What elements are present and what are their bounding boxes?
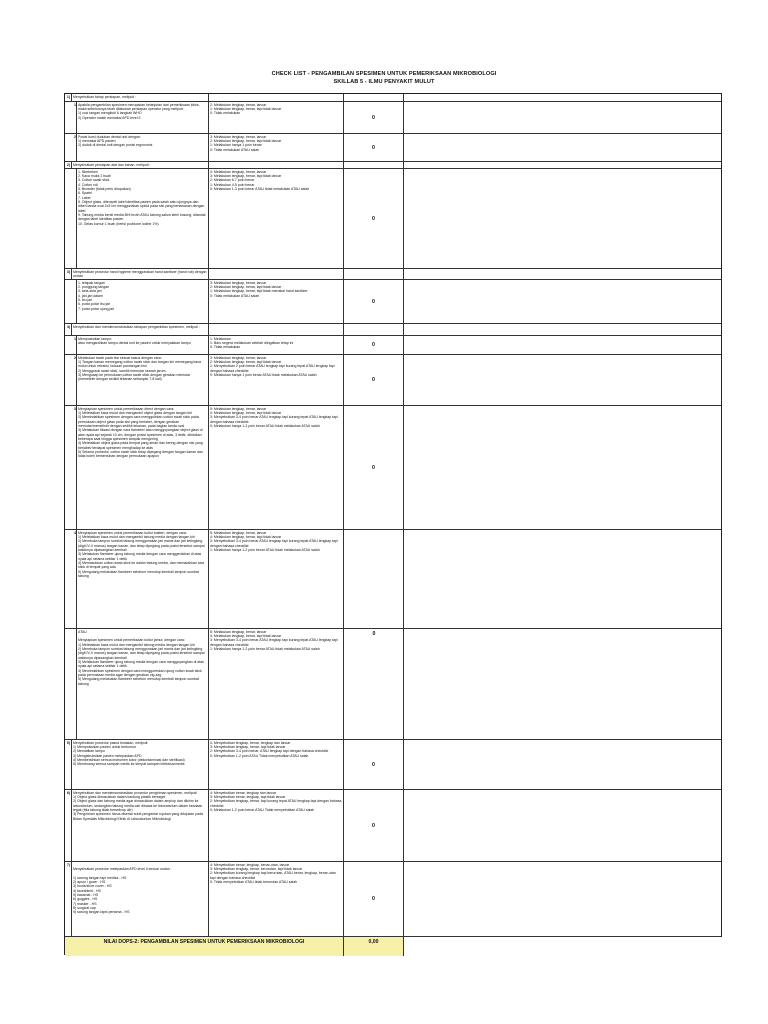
item-description: Memposisikan lampu: atau mengarahkan lampu dental unit ke pasien untuk menyalakan lampu	[77, 336, 209, 354]
section-number: 1)	[65, 94, 72, 101]
table-row: 2 Melakukan swab pada lesi sesuai kasus dengan cara: 1) Tangan kanan memegang cotton swab stick dan tangan kiri memegang kaca mulut untuk retraksi, bukaan pandangan lesi 2) Menggosok swab stick, sambil memutar searah jarum 3) Mengusap ke permukaan cotton swab stick dengan gerakan memutar (memelintir dengan sedikit tekanan sebanyak 7-8 kali) 3: Melakukan lengkap, benar, lancar 2: Melakukan lengkap, benar, tapi tidak lancar 1: Menyebutkan 2 poin benar ATAU lengkap tapi kurang tepat ATAU lengkap tapi dengan bahasa checklist 0: Melakukan hanya 1 poin benar ATAU tidak melakukan ATAU salah 0	[65, 354, 721, 405]
section-title: Menyebutkan tahap persiapan, meliputi :	[72, 94, 209, 101]
scoring-criteria: 4: Menyebutkan benar, lengkap, benar-utan, lancar 3: Menyebutkan lengkap, benar, berurutan, tapi tidak lancar 2: Menyebutkan kurang lengkap tapi berurutan, ATAU benar, lengkap, benar-utan tapi dengan bahasa checklist 0: Tidak menyebutkan ATAU tidak berurutan ATAU salah	[209, 862, 344, 936]
section-number: 5)	[65, 740, 72, 789]
scoring-criteria: 4: Menyebutkan lengkap, benar, lengkap dan lancar 3: Menyebutkan lengkap, benar, tapi tidak lancar 2: Menyebutkan 3-4 poin benar, ATAU lengkap tapi dengan bahasa checklist 0: Menyebutkan 1-2 poin ATAU Tidak menyebutkan ATAU salah	[209, 740, 344, 789]
item-description: Melakukan swab pada lesi sesuai kasus dengan cara: 1) Tangan kanan memegang cotton swab stick dan tangan kiri memegang kaca mulut untuk retraksi, bukaan pandangan lesi 2) Menggosok swab stick, sambil memutar searah jarum 3) Mengusap ke permukaan cotton swab stick dengan gerakan memutar (memelintir dengan sedikit tekanan sebanyak 7-8 kali)	[77, 355, 209, 405]
scoring-criteria: 2: Melakukan lengkap, benar, lancar 1: Melakukan lengkap, benar, tapi tidak lancar 0: Tidak melakukan	[209, 102, 344, 133]
scoring-criteria: 4: Melakukan lengkap, benar, lancar 3: Melakukan lengkap, benar, tapi tidak lancar 2: Melakukan 6-7 poin benar 1: Melakukan 4-5 poin benar 0: Melakukan 1-3 poin benar ATAU tidak melakukan ATAU salah	[209, 169, 344, 268]
item-description: Apabila pengambilan spesimen merupakan kelanjutan dari pemeriksaan klinis, maka sebelumnya telah dilakukan persiapan operator yang meliputi: 1) cuci tangan mengikuti 6 langkah WHO 2) Operator masih memakai APD level II	[77, 102, 209, 133]
table-row: 2 Posisi kursi dudukan dental unit dengan: 1) memakai APD pasien 2) duduk di dental unit dengan posisi ergonomis 3: Melakukan lengkap, benar, lancar 2: Melakukan lengkap, benar, tapi tidak lancar 1: Melakukan hanya 1 poin benar 0: Tidak melakukan ATAU salah 0	[65, 133, 721, 161]
scoring-criteria: 3: Melakukan lengkap, benar, lancar 2: Melakukan lengkap, benar, tapi tidak lancar 1: Menyebutkan 2 poin benar ATAU lengkap tapi kurang tepat ATAU lengkap tapi dengan bahasa checklist 0: Melakukan hanya 1 poin benar ATAU tidak melakukan ATAU salah	[209, 355, 344, 405]
section-number: 4)	[65, 324, 72, 335]
table-row	[65, 739, 721, 789]
table-row	[65, 168, 721, 268]
section-row	[65, 161, 721, 168]
score-cell[interactable]: 0	[372, 114, 375, 121]
score-cell[interactable]: 0	[372, 377, 375, 383]
score-cell[interactable]: 0	[372, 761, 375, 768]
table-row: 3 Menyiapkan spesimen untuk pemeriksaan direct dengan cara: 1) Meletakkan kaca mulut dan mengambil object glass dengan tangan kiri 2) Memindahkan spesimen dengan cara menggulirkan cotton swab stick pada permukaan object glass pada sisi yang berlabel, dengan gerakan memutar/memelintir dengan sedikit tekanan, pada bagian tanda oval 3) Melakukan fiksasi dengan cara flambeer atau menggoyangkan object glass di atas nyala api sejarak 10 cm, dengan posisi spesimen di atas, 3 detik, dibiarkan beberapa saat hingga spesimen tampak mengering 4) Meletakkan object glass pada tempat yang aman dan kering dengan sisi yang berlabel/ terdapat spesimen menghadap ke atas 5) Selama prosedur, cotton swab stick tetap dipegang dengan tangan kanan dan tidak boleh bersentuhan dengan permukaan apapun 5: Melakukan lengkap, benar, lancar 4: Melakukan lengkap, benar, tapi tidak lancar 3: Menyebutkan 3-4 poin benar ATAU lengkap tapi kurang tepat ATAU lengkap tapi dengan bahasa checklist 0: Melakukan hanya 1-2 poin benar ATAU tidak melakukan ATAU salah 0	[65, 405, 721, 529]
total-score: 0,00	[344, 937, 404, 956]
section-row	[65, 268, 721, 279]
section-title: Menyebutkan prosedur hand hygiene menggunakan hand sanitizer (hand rub) dengan urutan	[72, 269, 209, 279]
scoring-criteria: 5: Melakukan lengkap, benar, lancar 4: Melakukan lengkap, benar, tapi tidak lancar 3: Menyebutkan 3-4 poin benar ATAU lengkap tapi kurang tepat ATAU lengkap tapi dengan bahasa checklist 0: Melakukan hanya 1-2 poin benar ATAU tidak melakukan ATAU salah	[209, 406, 344, 529]
scoring-criteria: 4: Menyebutkan benar, lengkap dan lancar 3: Menyebutkan benar, lengkap, tapi tidak lancar 2: Menyebutkan lengkap, benar, tapi kurang tepat ATAU lengkap tapi dengan bahasa checklist 0: Melakukan 1-2 poin benar ATAU Tidak menyebutkan ATAU salah	[209, 790, 344, 861]
section-number: 3)	[65, 269, 72, 279]
section-row	[65, 323, 721, 335]
score-cell[interactable]: 0	[372, 464, 375, 471]
table-row: 1 Memposisikan lampu: atau mengarahkan lampu dental unit ke pasien untuk menyalakan lampu 1: Melakukan 1: Baru segera melakukan setelah diingatkan tetap ini 0: Tidak melakukan 0	[65, 335, 721, 354]
section-title: Menyebutkan persiapan alat dan bahan, meliputi :	[72, 162, 209, 168]
section-number: 7)	[65, 862, 72, 936]
section-title: Menyebutkan prosedur melepaskan APD level II sesuai urutan :	[73, 866, 172, 871]
item-description: Menyebutkan dan mendemonstrasikan prosedur pengiriman spesimen, meliputi: 1) Object glass dimasukkan dalam kantung plastik bersegel 2) Object glass dan tabung media agar dimasukkan dalam amplop dan dikirim ke laboratorium, sedangkan tabung media cair dibawa ke laboratorium dalam keadaan tegak (bila tabung tidak bersekrup ulir) 3) Pengiriman spesimen harus disertai surat pengantar rujukan yang ditujukan pada Bidan Spesialis Mikrobiologi Klinik di Laboratorium Mikrobiologi	[72, 790, 209, 861]
item-description: 1) sarung tangan tapi medisa - HS 2) apron / gown - HS 3) boots/shoe cover - HS 4) faceshield - HS 5) kacamat - HS 6) goggles - HS 7) masker - HS 8) surgical cap 9) sarung tangan lapis pertama - HS	[73, 875, 130, 915]
item-description: Menyebutkan prosedur pasca tindakan, meliputi: 1) Memposisikan pasien untuk berkumur 2) Mematikan lampu 3) Mengistruksikan pasien melepaskan APD 4) Membersihkan semua instrumen kotor (dekontaminasi dan sterilisasi) 5) Membuang semua sampah medis ke tempat sampah infeksius/medis	[72, 740, 209, 789]
table-row	[65, 628, 721, 739]
score-cell[interactable]: 0	[372, 298, 375, 305]
section-number: 6)	[65, 790, 72, 861]
item-description: 1. Nierbeken 2. Kaca mulut 2 buah 3. Cotton swab stick 4. Cotton roll 5. Browder (tidak perlu dirupakan) 6. Spatel 7. Label 8. Object glass, ditempeli label identitas pasien pada salah satu ujungnya dan diberi tanda oval 2x3 cm menggunakan spidol pada sisi yang berlawanan dengan label 9. Tabung media berisi media BHI broth ATAU tabung saliva steril kosong, ditandai dengan label identitas pasien 10. Gelas kumur 1 buah (berisi povidone iodine 1%)	[77, 169, 209, 268]
score-cell[interactable]: 0	[372, 631, 376, 637]
section-row	[65, 94, 721, 101]
document-subtitle: SKILLAB 5 - ILMU PENYAKIT MULUT	[333, 79, 435, 85]
table-row	[65, 789, 721, 861]
item-description: Menyiapkan spesimen untuk pemeriksaan kultur bakteri, dengan cara: 1) Meletakkan kaca mulut dan mengambil tabung media dengan tangan kiri 2) Membuka tampon sumbat tabung menggunakan jari manis dan jari kelingking (digit IV-V manus) tangan kanan, dan tetap dipegang pada posisi tersebut sampai waktunya dipasangkan kembali 3) Melakukan flambeer ujung tabung media dengan cara menggerakkan di atas nyala api selama sekitar 1 detik 4) Memasukkan cotton swab stick ke dalam tabung media, dan mematahkan sisa stick di tempat yang ada 5) Mengulang melakukan flambeer sebelum menutup kembali tampon sumbat tabung	[77, 530, 209, 628]
score-cell[interactable]: 0	[372, 144, 375, 151]
scoring-criteria: 5: Melakukan lengkap, benar, lancar 4: Melakukan lengkap, benar, tapi tidak lancar 3: Menyebutkan 3-4 poin benar ATAU lengkap tapi kurang tepat ATAU lengkap tapi dengan bahasa checklist 1: Melakukan hanya 1-2 poin benar ATAU tidak melakukan ATAU salah	[209, 629, 344, 739]
scoring-criteria: 1: Melakukan 1: Baru segera melakukan setelah diingatkan tetap ini 0: Tidak melakukan	[209, 336, 344, 354]
scoring-criteria: 3: Melakukan lengkap, benar, lancar 2: Melakukan lengkap, benar, tapi tidak lancar 1: Melakukan hanya 1 poin benar 0: Tidak melakukan ATAU salah	[209, 134, 344, 161]
checklist-table	[64, 93, 722, 955]
section-number: 2)	[66, 162, 70, 167]
table-row: 1 Apabila pengambilan spesimen merupakan kelanjutan dari pemeriksaan klinis, maka sebelumnya telah dilakukan persiapan operator yang meliputi: 1) cuci tangan mengikuti 6 langkah WHO 2) Operator masih memakai APD level II 2: Melakukan lengkap, benar, lancar 1: Melakukan lengkap, benar, tapi tidak lancar 0: Tidak melakukan 0	[65, 101, 721, 133]
total-row	[65, 936, 721, 956]
score-cell[interactable]: 0	[372, 822, 375, 829]
item-description: ATAU Menyiapkan spesimen untuk pemeriksaan kultur jamur, dengan cara: 1) Meletakkan kaca mulut dan mengambil tabung media dengan tangan kiri 2) Membuka tampon sumbat tabung menggunakan jari manis dan jari kelingking (digit IV-V manus) tangan kanan, dan tetap dipegang pada posisi tersebut sampai waktunya dipasangkan kembali 3) Melakukan flambeer ujung tabung media dengan cara menggoyangkan di atas nyala api selama sekitar 1 detik 4) Memindahkan spesimen dengan cara menggoreskan ujung cotton swab stick pada permukaan media agar dengan gerakan zig-zag 5) Mengulang melakukan flambeer sebelum menutup kembali tampon sumbat tabung	[77, 629, 209, 739]
item-description: 1. telapak tangan 2. punggung tangan 3. sela-sela jari 4. jari-jari dalam 5. ibu jari 6. putar-putar ibu jari 7. putar-putar ujung jari	[77, 280, 209, 323]
score-cell[interactable]: 0	[372, 342, 375, 348]
table-row	[65, 279, 721, 323]
document-title: CHECK LIST - PENGAMBILAN SPESIMEN UNTUK PEMERIKSAAN MIKROBIOLOGI	[271, 71, 497, 77]
scoring-criteria: 3: Melakukan lengkap, benar, lancar 2: Melakukan lengkap, benar, tapi tidak lancar 1: Melakukan lengkap, benar, tapi tidak menakai hand sanitizer 0: Tidak melakukan ATAU salah	[209, 280, 344, 323]
table-row	[65, 861, 721, 936]
item-description: Posisi kursi dudukan dental unit dengan: 1) memakai APD pasien 2) duduk di dental unit dengan posisi ergonomis	[77, 134, 209, 161]
item-description: Menyiapkan spesimen untuk pemeriksaan direct dengan cara: 1) Meletakkan kaca mulut dan mengambil object glass dengan tangan kiri 2) Memindahkan spesimen dengan cara menggulirkan cotton swab stick pada permukaan object glass pada sisi yang berlabel, dengan gerakan memutar/memelintir dengan sedikit tekanan, pada bagian tanda oval 3) Melakukan fiksasi dengan cara flambeer atau menggoyangkan object glass di atas nyala api sejarak 10 cm, dengan posisi spesimen di atas, 3 detik, dibiarkan beberapa saat hingga spesimen tampak mengering 4) Meletakkan object glass pada tempat yang aman dan kering dengan sisi yang berlabel/ terdapat spesimen menghadap ke atas 5) Selama prosedur, cotton swab stick tetap dipegang dengan tangan kanan dan tidak boleh bersentuhan dengan permukaan apapun	[77, 406, 209, 529]
score-cell[interactable]: 0	[372, 215, 375, 222]
score-cell[interactable]: 0	[372, 896, 375, 902]
table-row: 4 Menyiapkan spesimen untuk pemeriksaan kultur bakteri, dengan cara: 1) Meletakkan kaca mulut dan mengambil tabung media dengan tangan kiri 2) Membuka tampon sumbat tabung menggunakan jari manis dan jari kelingking (digit IV-V manus) tangan kanan, dan tetap dipegang pada posisi tersebut sampai waktunya dipasangkan kembali 3) Melakukan flambeer ujung tabung media dengan cara menggerakkan di atas nyala api selama sekitar 1 detik 4) Memasukkan cotton swab stick ke dalam tabung media, dan mematahkan sisa stick di tempat yang ada 5) Mengulang melakukan flambeer sebelum menutup kembali tampon sumbat tabung 5: Melakukan lengkap, benar, lancar 4: Melakukan lengkap, benar, tapi tidak lancar 3: Menyebutkan 3-4 poin benar ATAU lengkap tapi kurang tepat ATAU lengkap tapi dengan bahasa checklist 1: Melakukan hanya 1-2 poin benar ATAU tidak melakukan ATAU salah	[65, 529, 721, 628]
total-label: NILAI DOPS-2: PENGAMBILAN SPESIMEN UNTUK PEMERIKSAAN MIKROBIOLOGI	[65, 937, 344, 956]
section-title: Menyebutkan dan mendemonstrasikan tahapan pengambilan spesimen, meliputi :	[72, 324, 209, 335]
scoring-criteria: 5: Melakukan lengkap, benar, lancar 4: Melakukan lengkap, benar, tapi tidak lancar 3: Menyebutkan 3-4 poin benar ATAU lengkap tapi kurang tepat ATAU lengkap tapi dengan bahasa checklist 1: Melakukan hanya 1-2 poin benar ATAU tidak melakukan ATAU salah	[209, 530, 344, 628]
